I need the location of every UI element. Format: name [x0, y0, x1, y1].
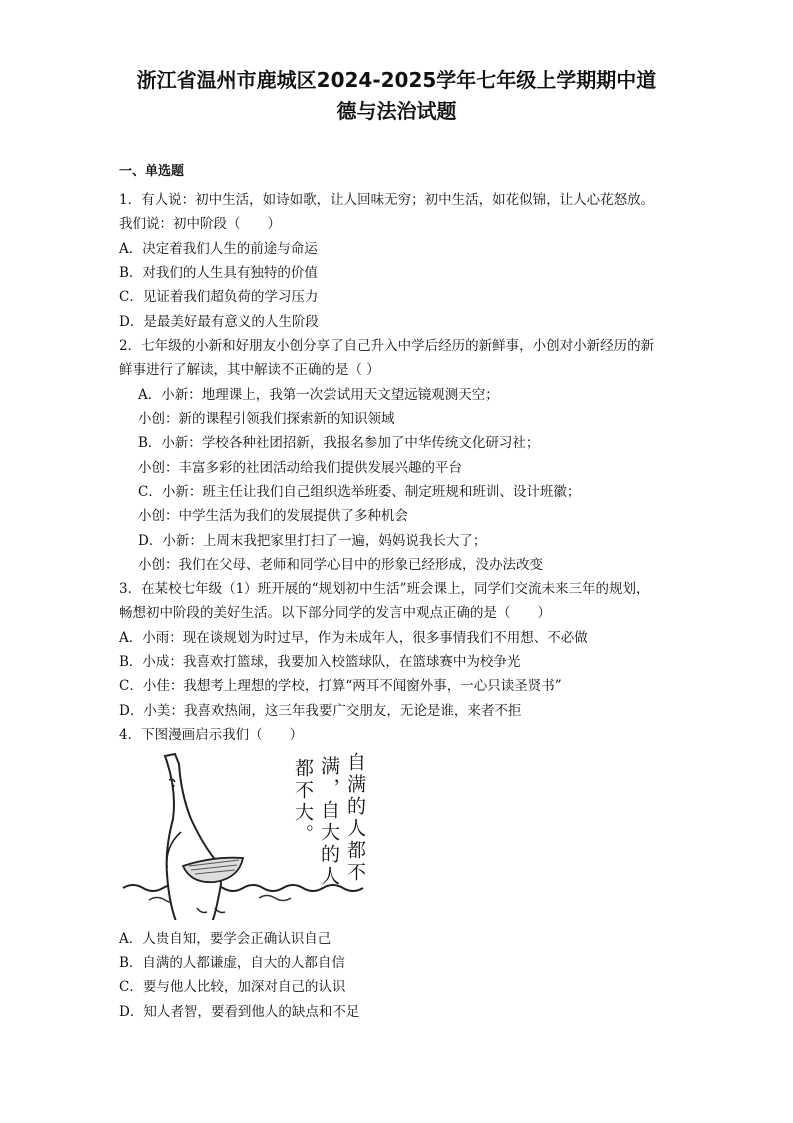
q2-stem-line1: 2．七年级的小新和好朋友小创分享了自己升入中学后经历的新鲜事，小创对小新经历的新 — [119, 338, 655, 354]
q3-option-a: A．小雨：现在谈规划为时过早，作为未成年人，很多事情我们不用想、不必做 — [119, 630, 588, 646]
q1-option-d: D．是最美好最有意义的人生阶段 — [119, 314, 319, 330]
comic-text-column-3: 都不大。 — [292, 758, 314, 846]
q4-option-d: D．知人者智，要看到他人的缺点和不足 — [119, 1004, 360, 1020]
q1-stem-line2: 我们说：初中阶段（ ） — [119, 216, 281, 232]
q3-option-d: D．小美：我喜欢热闹，这三年我要广交朋友，无论是谁，来者不拒 — [119, 703, 522, 719]
section-heading: 一、单选题 — [119, 164, 185, 179]
q1-option-a: A．决定着我们人生的前途与命运 — [119, 241, 318, 257]
q3-stem-line2: 畅想初中阶段的美好生活。以下部分同学的发言中观点正确的是（ ） — [119, 605, 551, 621]
q4-option-c: C．要与他人比较，加深对自己的认识 — [119, 979, 346, 995]
page-title-line2: 德与法治试题 — [336, 99, 457, 123]
q1-stem-line1: 1．有人说：初中生活，如诗如歌，让人回味无穷；初中生活，如花似锦，让人心花怒放。 — [119, 192, 655, 208]
q4-option-a: A．人贵自知，要学会正确认识自己 — [119, 931, 332, 947]
q2-option-b: B．小新：学校各种社团招新，我报名参加了中华传统文化研习社； — [138, 435, 540, 451]
q3-option-c: C．小佳：我想考上理想的学校，打算“两耳不闻窗外事，一心只读圣贤书” — [119, 678, 562, 694]
q2-option-b-reply: 小创：丰富多彩的社团活动给我们提供发展兴趣的平台 — [138, 460, 462, 476]
q2-option-d: D．小新：上周末我把家里打扫了一遍，妈妈说我长大了； — [138, 533, 487, 549]
q2-option-c-reply: 小创：中学生活为我们的发展提供了多种机会 — [138, 508, 408, 524]
q2-option-c: C．小新：班主任让我们自己组织选举班委、制定班规和班训、设计班徽； — [138, 484, 581, 500]
q4-stem: 4．下图漫画启示我们（ ） — [119, 727, 304, 743]
q2-stem-line2: 鲜事进行了解读，其中解读不正确的是（ ） — [119, 362, 380, 378]
q2-option-a: A．小新：地理课上，我第一次尝试用天文望远镜观测天空； — [138, 387, 499, 403]
q1-option-b: B．对我们的人生具有独特的价值 — [119, 265, 318, 281]
q1-option-c: C．见证着我们超负荷的学习压力 — [119, 289, 319, 305]
comic-illustration — [119, 748, 379, 920]
q4-option-b: B．自满的人都谦虚，自大的人都自信 — [119, 955, 345, 971]
comic-text-column-2: 满，自大的人 — [318, 756, 340, 888]
page-title-line1: 浙江省温州市鹿城区2024-2025学年七年级上学期期中道 — [136, 68, 657, 92]
q2-option-d-reply: 小创：我们在父母、老师和同学心目中的形象已经形成，没办法改变 — [138, 557, 543, 573]
q2-option-a-reply: 小创：新的课程引领我们探索新的知识领域 — [138, 411, 395, 427]
q3-stem-line1: 3．在某校七年级（1）班开展的“规划初中生活”班会课上，同学们交流未来三年的规划， — [119, 581, 650, 597]
comic-text-column-1: 自满的人都不 — [344, 752, 366, 884]
q3-option-b: B．小成：我喜欢打篮球，我要加入校篮球队，在篮球赛中为校争光 — [119, 654, 521, 670]
